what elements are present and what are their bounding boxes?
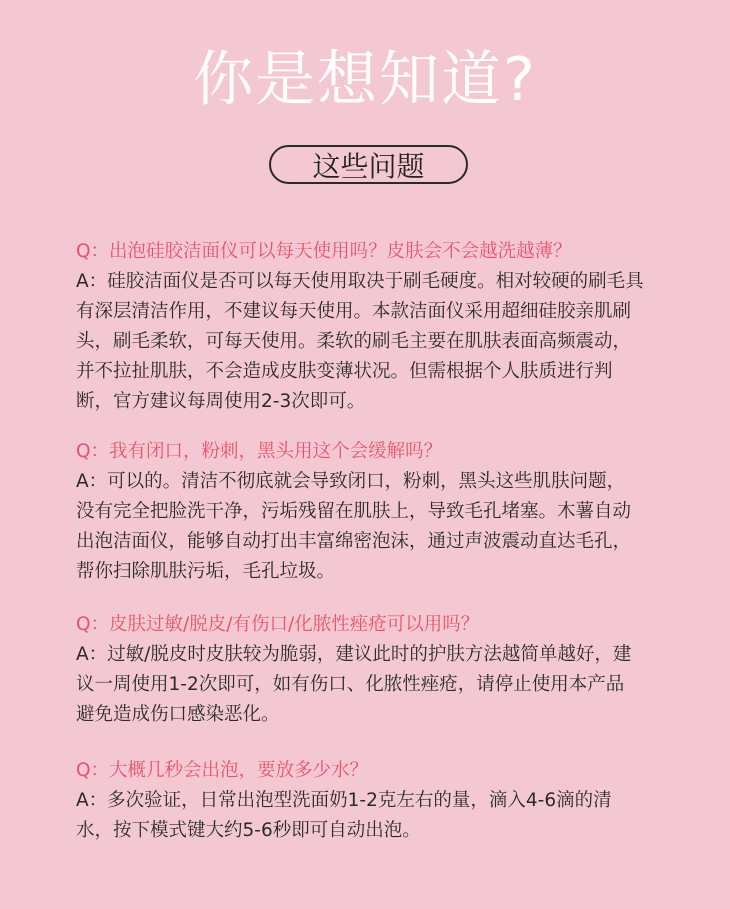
- faq-answer: [76, 640, 631, 730]
- faq-question: Q：出泡硅胶洁面仪可以每天使用吗？皮肤会不会越洗越薄？: [76, 241, 572, 262]
- faq-answer-line: 有深层清洁作用，不建议每天使用。本款洁面仪采用超细硅胶亲肌刷: [76, 301, 632, 322]
- faq-item: [76, 610, 631, 730]
- section-subtitle-pill: [269, 145, 468, 184]
- faq-answer-line: 出泡洁面仪，能够自动打出丰富绵密泡沫，通过声波震动直达毛孔，: [76, 531, 632, 552]
- section-subtitle: 这些问题: [312, 149, 425, 183]
- faq-item: [76, 237, 644, 417]
- faq-answer-line: 没有完全把脸洗干净，污垢残留在肌肤上，导致毛孔堵塞。木薯自动: [76, 501, 632, 522]
- faq-answer: [76, 786, 612, 846]
- faq-answer-line: 帮你扫除肌肤污垢，毛孔垃圾。: [76, 561, 336, 582]
- faq-answer-line: 议一周使用1-2次即可，如有伤口、化脓性痤疮，请停止使用本产品: [76, 674, 625, 695]
- faq-answer-line: 避免造成伤口感染恶化。: [76, 704, 280, 725]
- faq-answer-line: A：硅胶洁面仪是否可以每天使用取决于刷毛硬度。相对较硬的刷毛具: [76, 271, 644, 292]
- faq-answer-line: 头，刷毛柔软，可每天使用。柔软的刷毛主要在肌肤表面高频震动，: [76, 331, 632, 352]
- faq-answer-line: A：多次验证，日常出泡型洗面奶1-2克左右的量，滴入4-6滴的清: [76, 790, 612, 811]
- faq-question: Q：皮肤过敏/脱皮/有伤口/化脓性痤疮可以用吗？: [76, 614, 480, 635]
- faq-question: Q：大概几秒会出泡，要放多少水？: [76, 760, 369, 781]
- faq-answer: [76, 467, 631, 587]
- faq-answer-line: 并不拉扯肌肤，不会造成皮肤变薄状况。但需根据个人肤质进行判: [76, 361, 613, 382]
- faq-answer: [76, 267, 644, 417]
- faq-answer-line: 水，按下模式键大约5-6秒即可自动出泡。: [76, 820, 421, 841]
- faq-answer-line: 断，官方建议每周使用2-3次即可。: [76, 391, 366, 412]
- faq-item: [76, 756, 612, 846]
- faq-question: Q：我有闭口，粉刺，黑头用这个会缓解吗？: [76, 441, 443, 462]
- faq-answer-line: A：过敏/脱皮时皮肤较为脆弱，建议此时的护肤方法越简单越好，建: [76, 644, 632, 665]
- faq-item: [76, 437, 631, 587]
- page-title: 你是想知道?: [193, 45, 537, 115]
- faq-answer-line: A：可以的。清洁不彻底就会导致闭口，粉刺，黑头这些肌肤问题，: [76, 471, 626, 492]
